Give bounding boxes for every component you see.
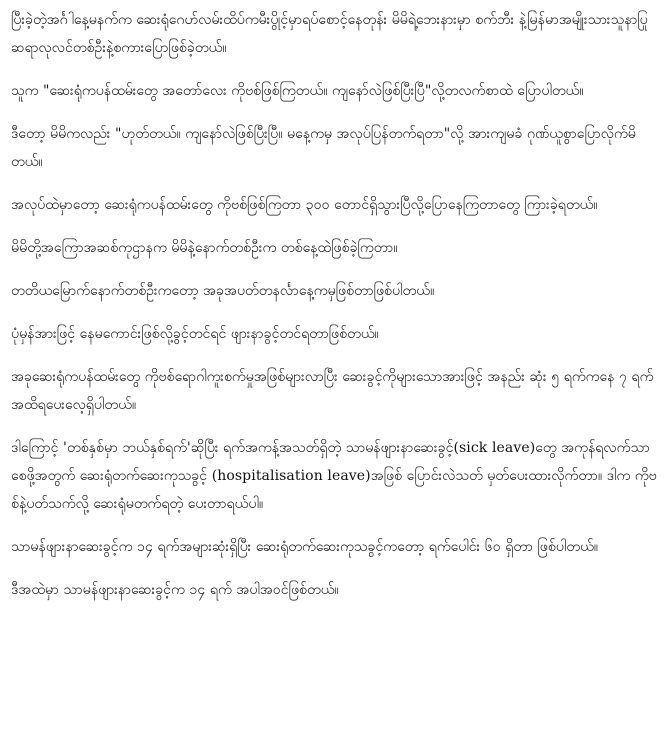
paragraph-3: ဒီတော့ မိမိကလည်း "ဟုတ်တယ်။ ကျနော်လဲဖြစ်ပြီးပြီ။ မနေ့ကမှ အလုပ်ပြန်တက်ရတာ"လို့ အားကျမခံ ဂုဏ်ယူစွာပြောလိုက်မိတယ်။ (11, 126, 636, 170)
paragraph-5: မိမိတို့အကြောအဆစ်ကုဌာနက မိမိနဲ့နောက်တစ်ဦးက တစ်နေ့ထဲဖြစ်ခဲ့ကြတာ။ (11, 240, 398, 256)
paragraph-4: အလုပ်ထဲမှာတော့ ဆေးရုံကပန်ထမ်းတွေ ကိုဗစ်ဖြစ်ကြတာ ၃၀၀ တောင်ရှိသွားပြီလို့ပြောနေကြတာတွေ ကြားခဲ့ရတယ်။ (11, 197, 598, 213)
paragraph-9: ဒါကြောင့် 'တစ်နှစ်မှာ ဘယ်နှစ်ရက်'ဆိုပြီး ရက်အကန့်အသတ်ရှိတဲ့ သာမန်ဖျားနာဆေးခွင့်(sick leave)တွေ အကုန်ရလက်သာစေဖို့အတွက် ဆေးရုံတက်ဆေးကုသခွင့် (hospitalisation leave)အဖြစ် ပြောင်းလဲသတ် မှတ်ပေးထားလိုက်တာ။ ဒါက ကိုဗစ်နဲ့ပတ်သက်လို့ ဆေးရုံမတက်ရတဲ့ ပေးတာရယ်ပါ။ (11, 440, 657, 512)
paragraph-7: ပုံမှန်အားဖြင့် နေမကောင်းဖြစ်လို့ခွင့်တင်ရင် ဖျားနာခွင့်တင်ရတာဖြစ်တယ်။ (11, 326, 379, 342)
paragraph-1: ပြီးခဲ့တဲ့အင်္ဂါနေ့မနက်က ဆေးရုံဂေဟ်လမ်းထိပ်ကမီးပွိုင့်မှာရပ်စောင့်နေတုန်း မိမိရဲ့ဘေးနားမှာ စက်ဘီး နဲ့မြန်မာအမျိုးသားသူနာပြုဆရာလုလင်တစ်ဦးနဲ့စကားပြောဖြစ်ခဲ့တယ်။ (11, 12, 648, 56)
paragraph-10: သာမန်ဖျားနာဆေးခွင့်က ၁၄ ရက်အများဆုံးရှိပြီး ဆေးရုံတက်ဆေးကုသခွင့်ကတော့ ရက်ပေါင်း ၆၀ ရှိတာ ဖြစ်ပါတယ်။ (11, 539, 599, 555)
paragraph-2: သူက "ဆေးရုံကပန်ထမ်းတွေ အတော်လေး ကိုဗစ်ဖြစ်ကြတယ်။ ကျနော်လဲဖြစ်ပြီးပြီ"လို့တလက်စာထဲ ပြောပါတယ်။ (11, 83, 584, 99)
paragraph-6: တတိယမြောက်နောက်တစ်ဦးကတော့ အခုအပတ်တနင်္လာနေ့ကမှဖြစ်တာဖြစ်ပါတယ်။ (11, 283, 435, 299)
paragraph-8: အခုဆေးရုံကပန်ထမ်းတွေ ကိုဗစ်ရောဂါကူးစက်မှုအဖြစ်များလာပြီး ဆေးခွင့်ကိုများသောအားဖြင့် အနည်း ဆုံး ၅ ရက်ကနေ ၇ ရက်အထိရပေးလေ့ရှိပါတယ်။ (11, 369, 654, 413)
paragraph-11: ဒီအထဲမှာ သာမန်ဖျားနာဆေးခွင့်က ၁၄ ရက် အပါအဝင်ဖြစ်တယ်။ (11, 582, 339, 598)
